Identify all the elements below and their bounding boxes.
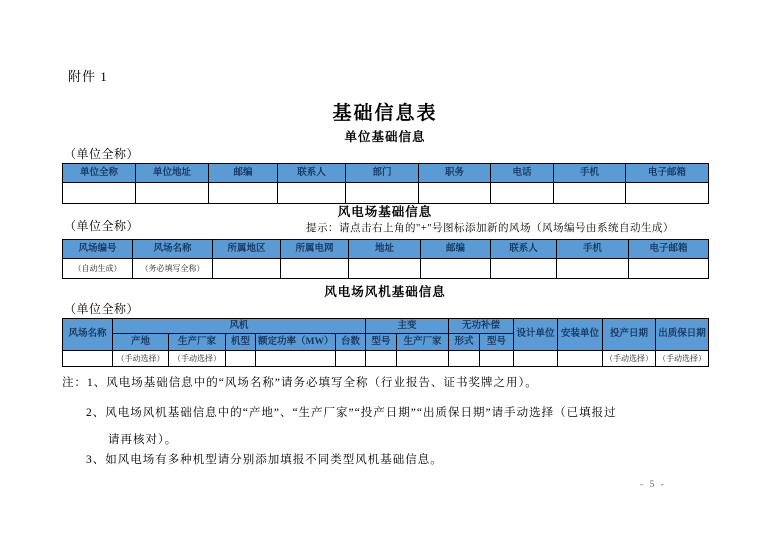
header-cell: 单位地址	[136, 164, 209, 183]
note-line-3: 请再核对）。	[108, 434, 178, 446]
windfarm-id-cell: （自动生成）	[63, 259, 133, 279]
windfarm-name-cell: （务必填写全称）	[133, 259, 213, 279]
table-cell	[63, 183, 136, 204]
header-cell: 风场名称	[133, 240, 213, 259]
unit-fullname-label-2: （单位全称）	[64, 219, 140, 233]
manual-select-cell: （手动选择）	[603, 351, 656, 367]
table-cell	[629, 259, 709, 279]
turbine-table-data-row	[63, 351, 709, 367]
manual-select-cell: （手动选择）	[656, 351, 709, 367]
header-cell: 联系人	[278, 164, 346, 183]
section-unit-title: 单位基础信息	[344, 130, 426, 144]
attachment-label: 附件 1	[68, 69, 108, 84]
turbine-info-table	[62, 318, 709, 367]
section-windfarm-title: 风电场基础信息	[337, 205, 433, 219]
table-cell	[419, 183, 491, 204]
header-cell: 安装单位	[558, 319, 603, 351]
transformer-group-header: 主变	[366, 319, 449, 334]
table-cell	[626, 183, 709, 204]
table-cell	[366, 351, 397, 367]
section-turbine-title: 风电场风机基础信息	[324, 285, 446, 299]
note-line-2: 2、风电场风机基础信息中的“产地”、“生产厂家”“投产日期”“出质保日期”请手动选择（已填报过	[86, 407, 617, 419]
unit-table-header-row	[63, 164, 709, 183]
header-cell: 电子邮箱	[629, 240, 709, 259]
unit-fullname-label-1: （单位全称）	[64, 147, 140, 161]
manual-select-cell: （手动选择）	[113, 351, 169, 367]
table-cell	[346, 183, 419, 204]
table-cell	[278, 183, 346, 204]
table-cell	[558, 351, 603, 367]
header-cell: 联系人	[491, 240, 557, 259]
windfarm-table-data-row	[63, 259, 709, 279]
page-title: 基础信息表	[332, 103, 438, 124]
header-cell: 风场编号	[63, 240, 133, 259]
table-cell	[557, 259, 629, 279]
header-cell: 出质保日期	[656, 319, 709, 351]
header-cell: 部门	[346, 164, 419, 183]
table-cell	[491, 183, 554, 204]
header-cell: 台数	[336, 334, 366, 351]
unit-fullname-label-3: （单位全称）	[64, 302, 140, 316]
table-cell	[63, 351, 113, 367]
table-cell	[514, 351, 558, 367]
header-cell: 职务	[419, 164, 491, 183]
note-line-4: 3、如风电场有多种机型请分别添加填报不同类型风机基础信息。	[86, 454, 443, 466]
unit-table-data-row	[63, 183, 709, 204]
note-line-1: 注：1、风电场基础信息中的“风场名称”请务必填写全称（行业报告、证书奖牌之用）。	[62, 377, 538, 389]
windfarm-info-table	[62, 239, 709, 279]
table-cell	[256, 351, 336, 367]
table-cell	[449, 351, 480, 367]
table-cell	[480, 351, 514, 367]
header-cell: 手机	[554, 164, 626, 183]
header-cell: 额定功率（MW）	[256, 334, 336, 351]
header-cell: 所属地区	[213, 240, 281, 259]
unit-info-table	[62, 163, 709, 204]
header-cell: 邮编	[209, 164, 278, 183]
header-cell: 投产日期	[603, 319, 656, 351]
table-cell	[397, 351, 449, 367]
header-cell: 手机	[557, 240, 629, 259]
page-number: - 5 -	[640, 480, 666, 490]
table-cell	[421, 259, 491, 279]
table-cell	[349, 259, 421, 279]
table-cell	[281, 259, 349, 279]
windfarm-table-header-row	[63, 240, 709, 259]
table-cell	[554, 183, 626, 204]
compensation-group-header: 无功补偿	[449, 319, 514, 334]
table-cell	[213, 259, 281, 279]
turbine-group-header: 风机	[113, 319, 366, 334]
header-cell: 型号	[480, 334, 514, 351]
header-cell: 单位全称	[63, 164, 136, 183]
header-cell: 形式	[449, 334, 480, 351]
header-cell: 风场名称	[63, 319, 113, 351]
add-windfarm-hint: 提示：请点击右上角的"+"号图标添加新的风场（风场编号由系统自动生成）	[306, 223, 674, 234]
header-cell: 邮编	[421, 240, 491, 259]
table-cell	[209, 183, 278, 204]
header-cell: 生产厂家	[397, 334, 449, 351]
header-cell: 所属电网	[281, 240, 349, 259]
header-cell: 生产厂家	[169, 334, 226, 351]
header-cell: 设计单位	[514, 319, 558, 351]
header-cell: 产地	[113, 334, 169, 351]
header-cell: 地址	[349, 240, 421, 259]
table-cell	[226, 351, 256, 367]
table-cell	[136, 183, 209, 204]
manual-select-cell: （手动选择）	[169, 351, 226, 367]
table-cell	[336, 351, 366, 367]
header-cell: 型号	[366, 334, 397, 351]
turbine-table-group-header-row	[63, 319, 709, 334]
header-cell: 电话	[491, 164, 554, 183]
header-cell: 机型	[226, 334, 256, 351]
header-cell: 电子邮箱	[626, 164, 709, 183]
table-cell	[491, 259, 557, 279]
